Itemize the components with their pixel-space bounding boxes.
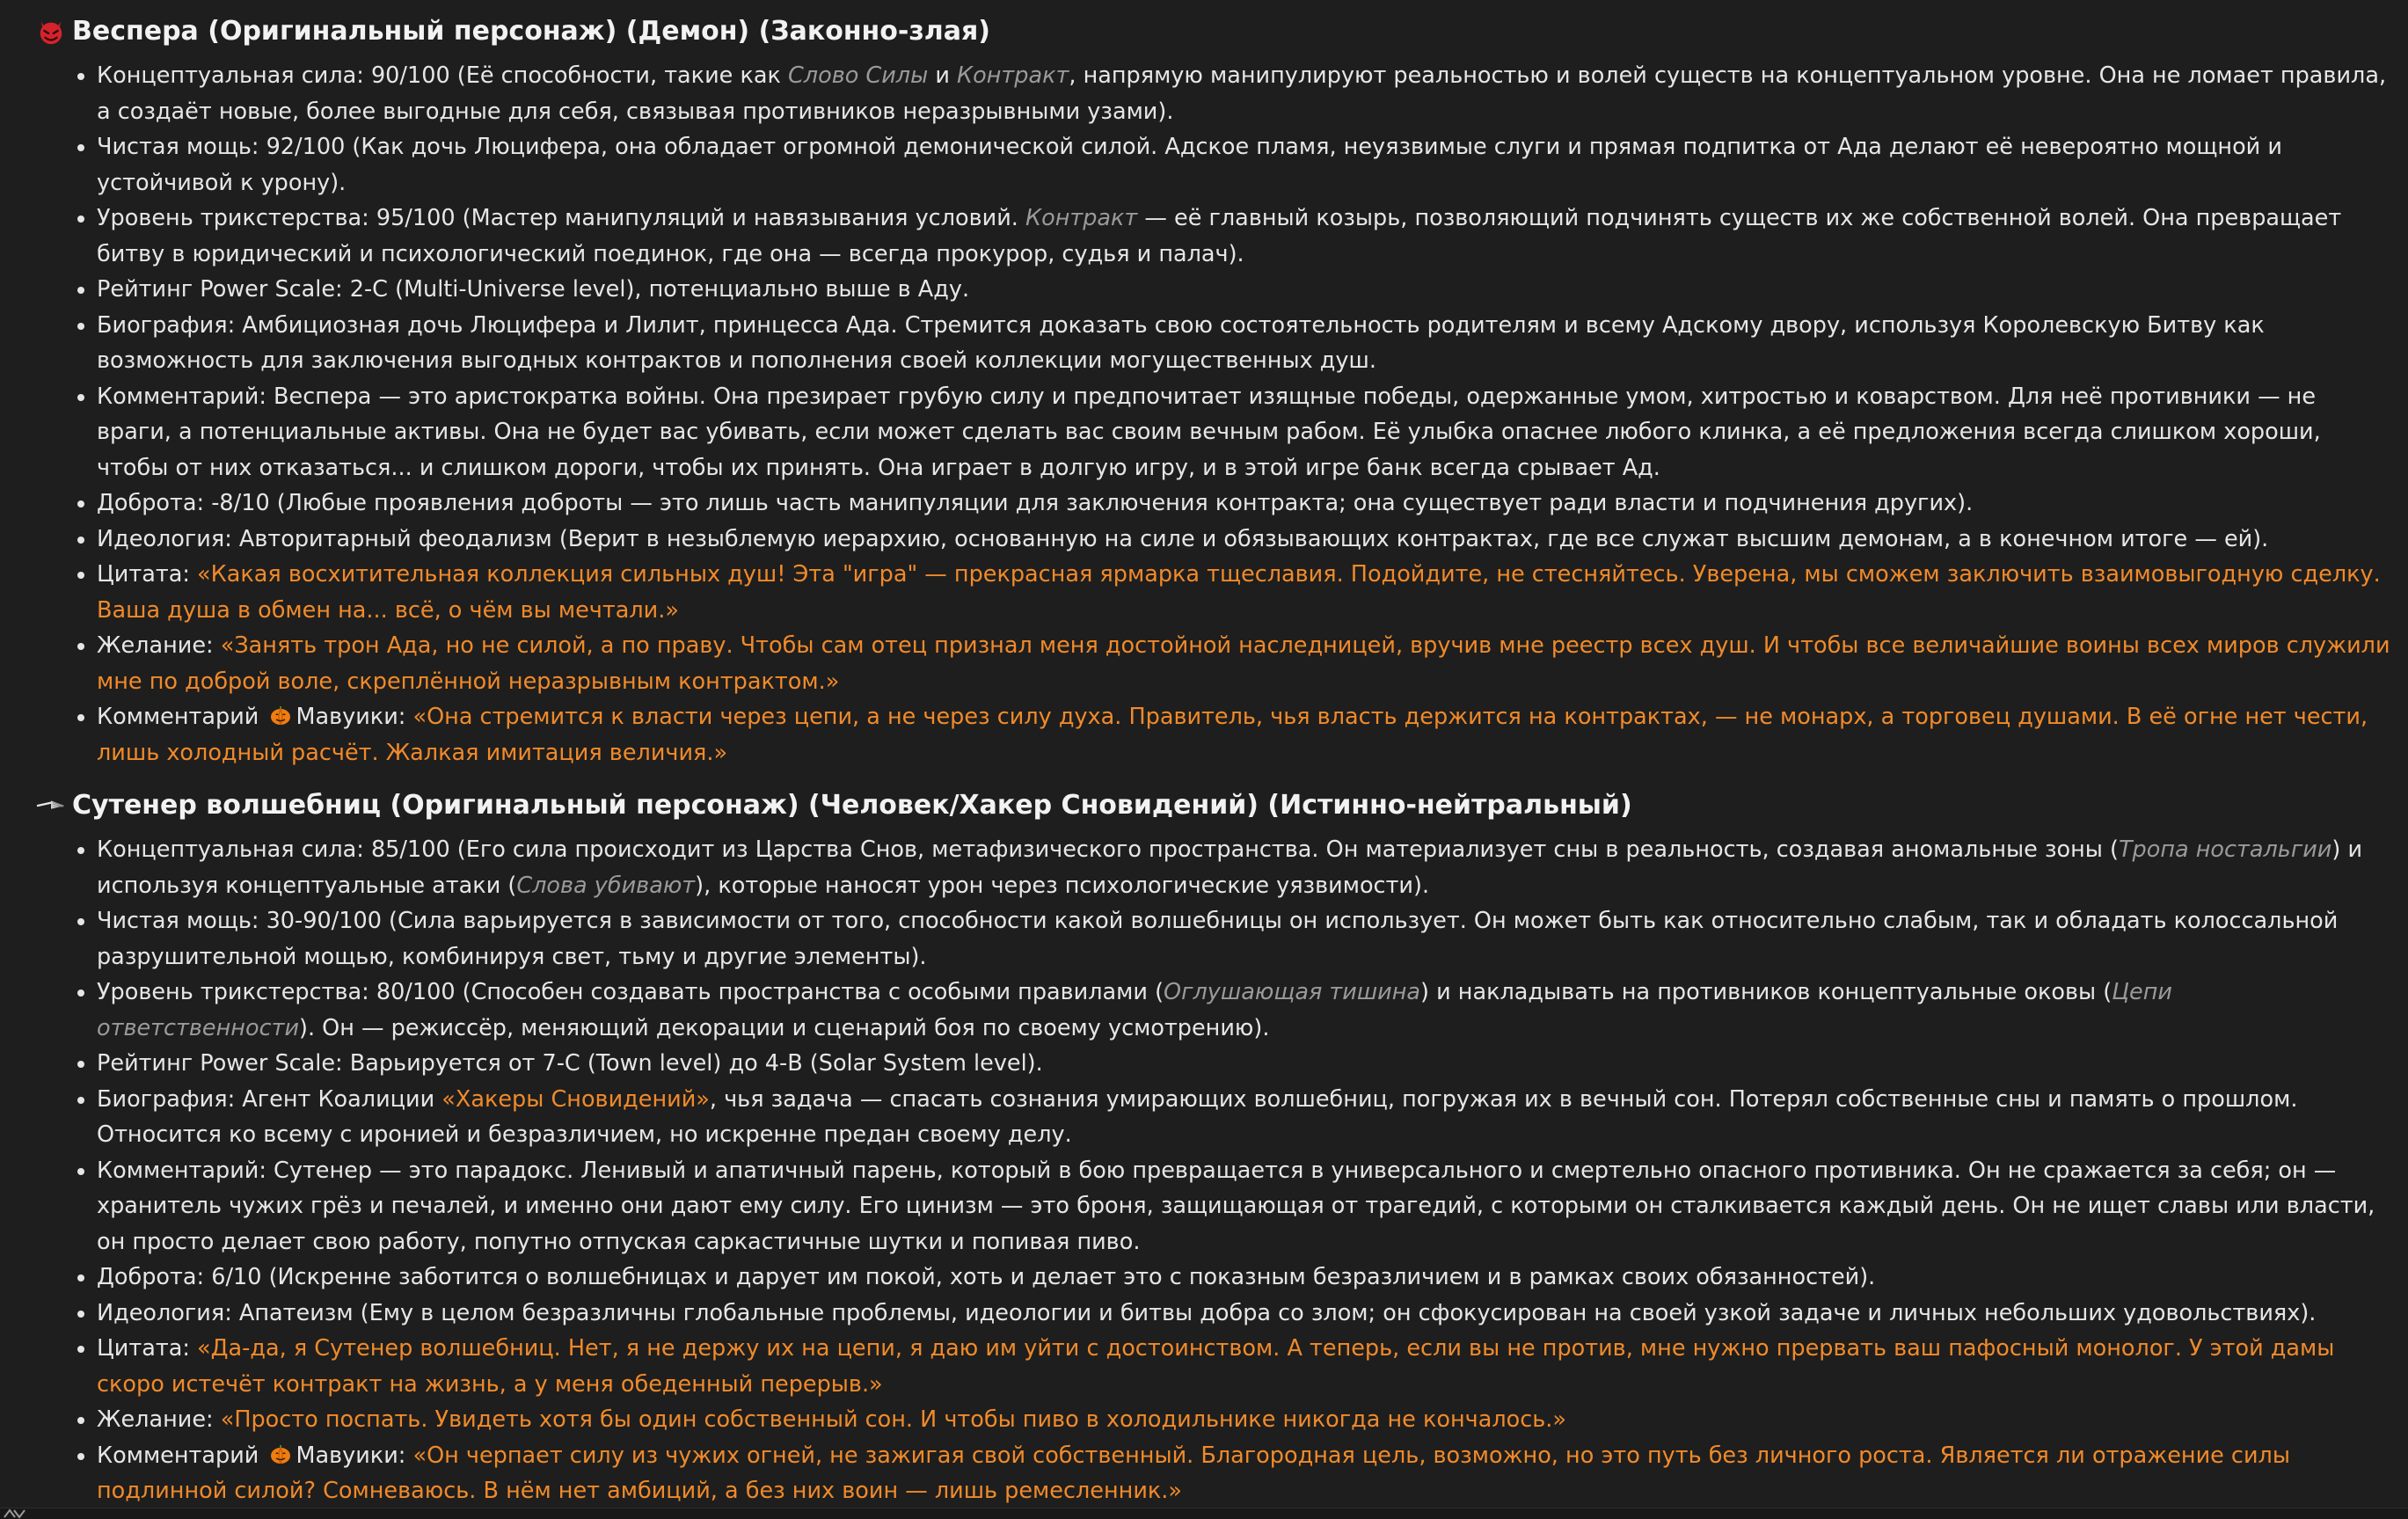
character-section: [35, 14, 2392, 770]
broom-icon: [35, 790, 67, 822]
character-section: [35, 788, 2392, 1509]
stat-item: [97, 975, 2392, 1046]
stat-item: [97, 832, 2392, 903]
item-text: и: [928, 62, 958, 89]
stat-item: [97, 58, 2392, 129]
ability-name: Оглушающая тишина: [1164, 979, 1421, 1005]
item-text: Комментарий: [97, 1442, 266, 1469]
ability-name: Слово Силы: [787, 62, 929, 89]
quote-text: «Она стремится к власти через цепи, а не через силу духа. Правитель, чья власть держится на контрактах, — не монарх, а торговец душами. В её огне нет чести, лишь холодный расчёт. Жалкая имитация величия.»: [97, 704, 2368, 766]
item-text: Мавуики:: [296, 1442, 413, 1469]
stat-item: [97, 903, 2392, 975]
item-text: Биография: Амбициозная дочь Люцифера и Лилит, принцесса Ада. Стремится доказать свою состоятельность родителям и всему Адскому двору, используя Королевскую Битву как возможность для заключения выгодных контрактов и пополнения своей коллекции могущественных душ.: [97, 311, 2265, 374]
stat-item: [97, 522, 2392, 558]
stat-list: [35, 58, 2392, 770]
item-text: Цитата:: [97, 561, 198, 588]
document-body: [35, 0, 2392, 1509]
item-text: Концептуальная сила: 90/100 (Её способности, такие как: [97, 62, 788, 89]
item-text: Чистая мощь: 30-90/100 (Сила варьируется в зависимости от того, способности какой волшебницы он использует. Он может быть как относительно слабым, так и обладать колоссальной разрушительной мощью, комбинируя свет, тьму и другие элементы).: [97, 908, 2339, 970]
quote-text: «Хакеры Сновидений»: [441, 1085, 710, 1113]
stat-item: [97, 272, 2392, 308]
stat-item: [97, 1402, 2392, 1438]
item-text: Желание:: [97, 632, 221, 659]
item-text: — её главный козырь, позволяющий подчинять существ их же собственной волей. Она превращает битву в юридический и психологический поединок, где она — всегда прокурор, судья и палач).: [97, 205, 2342, 267]
quote-text: «Он черпает силу из чужих огней, не зажигая свой собственный. Благородная цель, возможно, но это путь без личного роста. Является ли отражение силы подлинной силой? Сомневаюсь. В нём нет амбиций, а без них воин — лишь ремесленник.»: [97, 1442, 2290, 1504]
bottom-status-bar: [0, 1508, 2408, 1519]
item-text: Доброта: 6/10 (Искренне заботится о волшебницах и дарует им покой, хоть и делает это с показным безразличием и в рамках своих обязанностей).: [97, 1264, 1876, 1290]
item-text: Уровень трикстерства: 80/100 (Способен создавать пространства с особыми правилами (: [97, 979, 1164, 1005]
character-heading: [35, 788, 2392, 823]
quote-text: «Занять трон Ада, но не силой, а по праву. Чтобы сам отец признал меня достойной наследницей, вручив мне реестр всех душ. И чтобы все величайшие воины всех миров служили мне по доброй воле, скреплённой неразрывным контрактом.»: [97, 632, 2390, 695]
stat-list: [35, 832, 2392, 1509]
connection-icon[interactable]: [2, 1507, 28, 1519]
item-text: Комментарий: Веспера — это аристократка войны. Она презирает грубую силу и предпочитает изящные победы, одержанные умом, хитростью и коварством. Для неё противники — не враги, а потенциальные активы. Она не будет вас убивать, если может сделать вас своим вечным рабом. Её улыбка опаснее любого клинка, а её предложения всегда слишком хороши, чтобы от них отказаться... и слишком дороги, чтобы их принять. Она играет в долгую игру, и в этой игре банк всегда срывает Ад.: [97, 383, 2321, 481]
item-text: Идеология: Авторитарный феодализм (Верит в незыблемую иерархию, основанную на силе и обязывающих контрактах, где все служат высшим демонам, а в конечном итоге — ей).: [97, 525, 2269, 552]
item-text: Идеология: Апатеизм (Ему в целом безразличны глобальные проблемы, идеологии и битвы добра со злом; он сфокусирован на своей узкой задаче и личных небольших удовольствиях).: [97, 1299, 2317, 1326]
item-text: Биография: Агент Коалиции: [97, 1085, 442, 1113]
item-text: ), которые наносят урон через психологические уязвимости).: [695, 872, 1430, 899]
item-text: Рейтинг Power Scale: Варьируется от 7-C (Town level) до 4-B (Solar System level).: [97, 1050, 1043, 1077]
pumpkin-icon: [269, 702, 292, 725]
character-title: Веспера (Оригинальный персонаж) (Демон) (Законно-злая): [72, 16, 990, 47]
item-text: Мавуики:: [296, 704, 413, 730]
ability-name: Цепи ответственности: [97, 979, 2172, 1041]
item-text: Уровень трикстерства: 95/100 (Мастер манипуляций и навязывания условий.: [97, 205, 1025, 231]
quote-text: «Да-да, я Сутенер волшебниц. Нет, я не держу их на цепи, я даю им уйти с достоинством. А теперь, если вы не против, мне нужно прервать ваш пафосный монолог. У этой дамы скоро истечёт контракт на жизнь, а у меня обеденный перерыв.»: [97, 1335, 2335, 1398]
character-title: Сутенер волшебниц (Оригинальный персонаж) (Человек/Хакер Сновидений) (Истинно-нейтральный): [72, 790, 1632, 821]
devil-face-icon: [35, 16, 67, 47]
ability-name: Слова убивают: [516, 872, 696, 899]
ability-name: Тропа ностальгии: [2118, 836, 2332, 863]
item-text: Доброта: -8/10 (Любые проявления доброты — это лишь часть манипуляции для заключения контракта; она существует ради власти и подчинения других).: [97, 490, 1974, 516]
item-text: ) и накладывать на противников концептуальные оковы (: [1420, 979, 2112, 1005]
stat-item: [97, 1046, 2392, 1082]
stat-item: [97, 557, 2392, 628]
stat-item: [97, 1296, 2392, 1332]
ability-name: Контракт: [957, 62, 1069, 89]
stat-item: [97, 628, 2392, 699]
stat-item: [97, 308, 2392, 379]
item-text: Рейтинг Power Scale: 2-C (Multi-Universe level), потенциально выше в Аду.: [97, 276, 970, 303]
character-heading: [35, 14, 2392, 49]
quote-text: «Какая восхитительная коллекция сильных душ! Эта "игра" — прекрасная ярмарка тщеславия. Подойдите, не стесняйтесь. Уверена, мы сможем заключить взаимовыгодную сделку. Ваша душа в обмен на... всё, о чём вы мечтали.»: [97, 561, 2381, 624]
stat-item: [97, 129, 2392, 201]
item-text: ) и используя концептуальные атаки (: [97, 836, 2363, 899]
pumpkin-icon: [269, 1441, 292, 1464]
item-text: , напрямую манипулируют реальностью и волей существ на концептуальном уровне. Она не ломает правила, а создаёт новые, более выгодные для себя, связывая противников неразрывными узами).: [97, 62, 2387, 125]
item-text: Цитата:: [97, 1335, 198, 1362]
item-text: ). Он — режиссёр, меняющий декорации и сценарий боя по своему усмотрению).: [299, 1014, 1270, 1041]
ability-name: Контракт: [1025, 205, 1138, 231]
stat-item: [97, 1438, 2392, 1509]
stat-item: [97, 1082, 2392, 1153]
item-text: , чья задача — спасать сознания умирающих волшебниц, погружая их в вечный сон. Потерял собственные сны и память о прошлом. Относится ко всему с иронией и безразличием, но искренне предан своему делу.: [97, 1085, 2298, 1148]
stat-item: [97, 1153, 2392, 1260]
stat-item: [97, 1260, 2392, 1296]
stat-item: [97, 201, 2392, 272]
stat-item: [97, 486, 2392, 522]
quote-text: «Просто поспать. Увидеть хотя бы один собственный сон. И чтобы пиво в холодильнике никогда не кончалось.»: [220, 1406, 1566, 1433]
item-text: Желание:: [97, 1406, 221, 1433]
stat-item: [97, 379, 2392, 486]
stat-item: [97, 1331, 2392, 1402]
item-text: Комментарий: Сутенер — это парадокс. Ленивый и апатичный парень, который в бою превращается в универсального и смертельно опасного противника. Он не сражается за себя; он — хранитель чужих грёз и печалей, и именно они дают ему силу. Его цинизм — это броня, защищающая от трагедий, с которыми он сталкивается каждый день. Он не ищет славы или власти, он просто делает свою работу, попутно отпуская саркастичные шутки и попивая пиво.: [97, 1157, 2375, 1255]
item-text: Чистая мощь: 92/100 (Как дочь Люцифера, она обладает огромной демонической силой. Адское пламя, неуязвимые слуги и прямая подпитка от Ада делают её невероятно мощной и устойчивой к урону).: [97, 134, 2282, 196]
item-text: Комментарий: [97, 704, 266, 730]
stat-item: [97, 699, 2392, 770]
item-text: Концептуальная сила: 85/100 (Его сила происходит из Царства Снов, метафизического пространства. Он материализует сны в реальность, создавая аномальные зоны (: [97, 836, 2119, 863]
